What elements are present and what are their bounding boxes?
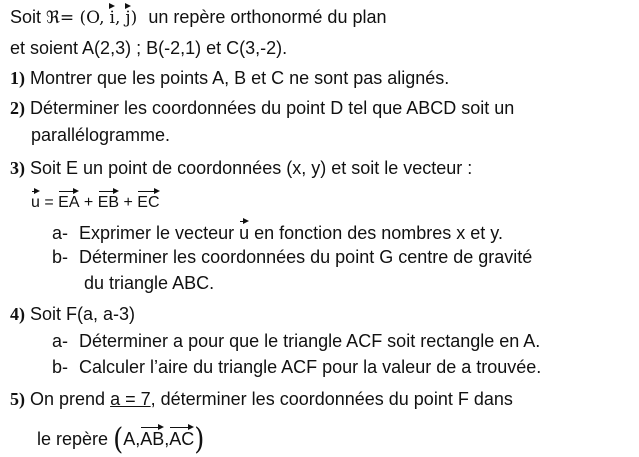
intro-line-1: Soit ℜ= (O, i, j) un repère orthonormé du plan <box>10 3 387 29</box>
question-4-number: 4) <box>10 304 25 324</box>
vector-i: i <box>110 3 115 29</box>
question-1 <box>10 67 449 89</box>
question-1-number: 1) <box>10 68 25 88</box>
repere-symbol: ℜ <box>46 8 60 28</box>
intro-line-2: et soient A(2,3) ; B(-2,1) et C(3,-2). <box>10 38 288 58</box>
vector-formula: u = EA + EB + EC <box>31 188 160 214</box>
question-5-cont: le repère (A,AB,AC) <box>37 422 205 457</box>
vector-EA: EA <box>58 188 79 214</box>
question-4b-label: b- <box>52 357 69 377</box>
intro-soit: Soit <box>10 7 42 27</box>
question-5: 5) On prend a = 7, déterminer les coordonnées du point F dans <box>10 389 513 409</box>
vector-EC: EC <box>137 188 159 214</box>
question-5-number: 5) <box>10 389 25 409</box>
question-4a-label: a- <box>52 331 69 351</box>
question-4 <box>10 303 135 325</box>
question-2-text: Déterminer les coordonnées du point D tel que ABCD soit un <box>30 98 515 118</box>
question-3 <box>10 157 472 179</box>
question-3b: b- Déterminer les coordonnées du point G centre de gravité <box>52 247 533 267</box>
question-3-text: Soit E un point de coordonnées (x, y) et soit le vecteur : <box>30 158 473 178</box>
vector-u: u <box>31 188 40 214</box>
question-3a-label: a- <box>52 223 69 243</box>
a-value: a = 7 <box>110 389 151 409</box>
repere-close: ) <box>130 8 138 28</box>
repere-eq: = (O, <box>59 8 105 28</box>
question-4b: b- Calculer l’aire du triangle ACF pour la valeur de a trouvée. <box>52 357 542 377</box>
intro-tail: un repère orthonormé du plan <box>148 7 387 27</box>
question-2-text-cont: parallélogramme. <box>31 125 171 145</box>
question-2 <box>10 97 514 119</box>
vector-AB: AB <box>140 424 164 450</box>
question-4a: a- Déterminer a pour que le triangle ACF soit rectangle en A. <box>52 331 541 351</box>
question-3-number: 3) <box>10 158 25 178</box>
vector-j: j <box>125 3 130 29</box>
question-3b-label: b- <box>52 247 69 267</box>
question-3b-cont: du triangle ABC. <box>84 273 215 293</box>
vector-u-inline: u <box>239 218 249 244</box>
question-1-text: Montrer que les points A, B et C ne sont pas alignés. <box>30 68 450 88</box>
question-2-number: 2) <box>10 98 25 118</box>
vector-EB: EB <box>98 188 119 214</box>
question-3a: a- Exprimer le vecteur u en fonction des nombres x et y. <box>52 218 503 244</box>
question-4-text: Soit F(a, a-3) <box>30 304 136 324</box>
vector-AC: AC <box>169 424 194 450</box>
